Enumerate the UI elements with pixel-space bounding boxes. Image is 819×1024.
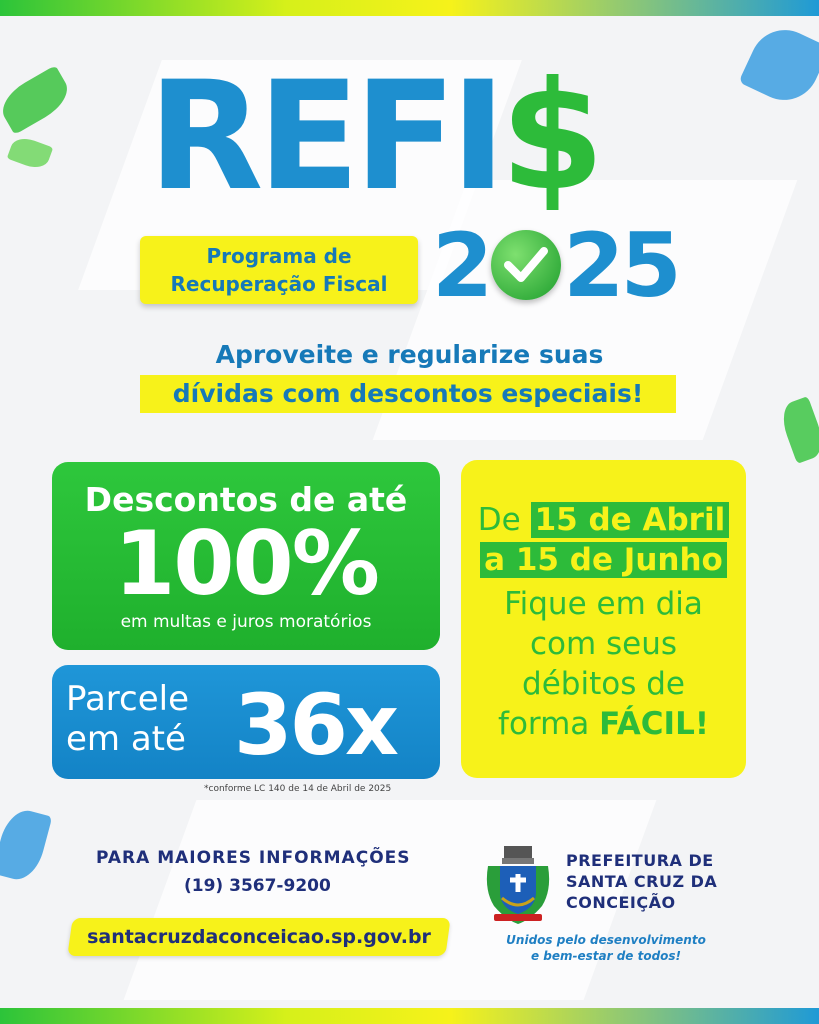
discount-box	[52, 462, 440, 650]
installments-box	[52, 665, 440, 779]
period-line5: débitos de	[522, 666, 685, 702]
contact-title: PARA MAIORES INFORMAÇÕES	[96, 848, 411, 868]
subtitle-line2: dívidas com descontos especiais!	[140, 375, 676, 413]
period-start-line: De 15 de Abril	[461, 500, 746, 540]
discount-detail: em multas e juros moratórios	[120, 612, 372, 632]
green-leaf-decoration	[0, 65, 75, 135]
website-link[interactable]: santacruzdaconceicao.sp.gov.br	[87, 926, 431, 948]
discount-value: 100%	[114, 512, 378, 615]
green-leaf-decoration	[7, 134, 53, 172]
period-start-date: 15 de Abril	[531, 502, 730, 538]
footnote: *conforme LC 140 de 14 de Abril de 2025	[204, 784, 392, 794]
discount-heading: Descontos de até	[84, 480, 408, 519]
period-box	[461, 460, 746, 778]
city-crest-logo	[480, 840, 556, 926]
period-line6: forma FÁCIL!	[498, 706, 709, 742]
period-line4: com seus	[529, 626, 678, 662]
check-icon	[491, 230, 561, 300]
period-end-line	[461, 540, 746, 580]
program-label-line2: Recuperação Fiscal	[170, 272, 388, 296]
refis-title: REFI$	[148, 50, 599, 224]
bottom-gradient-bar	[0, 1008, 819, 1024]
green-leaf-decoration	[777, 396, 819, 464]
contact-phone[interactable]: (19) 3567-9200	[184, 876, 331, 896]
top-gradient-bar	[0, 0, 819, 16]
blue-leaf-decoration	[738, 19, 819, 112]
municipality-slogan: Unidos pelo desenvolvimento e bem-estar de todos!	[506, 933, 706, 963]
program-label-line1: Programa de	[206, 244, 352, 268]
municipality-name: PREFEITURA DE SANTA CRUZ DA CONCEIÇÃO	[566, 851, 718, 912]
program-label	[140, 236, 418, 304]
period-line3: Fique em dia	[504, 586, 703, 622]
installments-label: Parcele em até	[66, 679, 190, 759]
installments-value: 36x	[234, 676, 397, 774]
period-end-date: a 15 de Junho	[480, 542, 727, 578]
year-2025: 2 25	[432, 214, 678, 317]
subtitle-line1: Aproveite e regularize suas	[215, 340, 604, 369]
blue-leaf-decoration	[0, 805, 52, 884]
